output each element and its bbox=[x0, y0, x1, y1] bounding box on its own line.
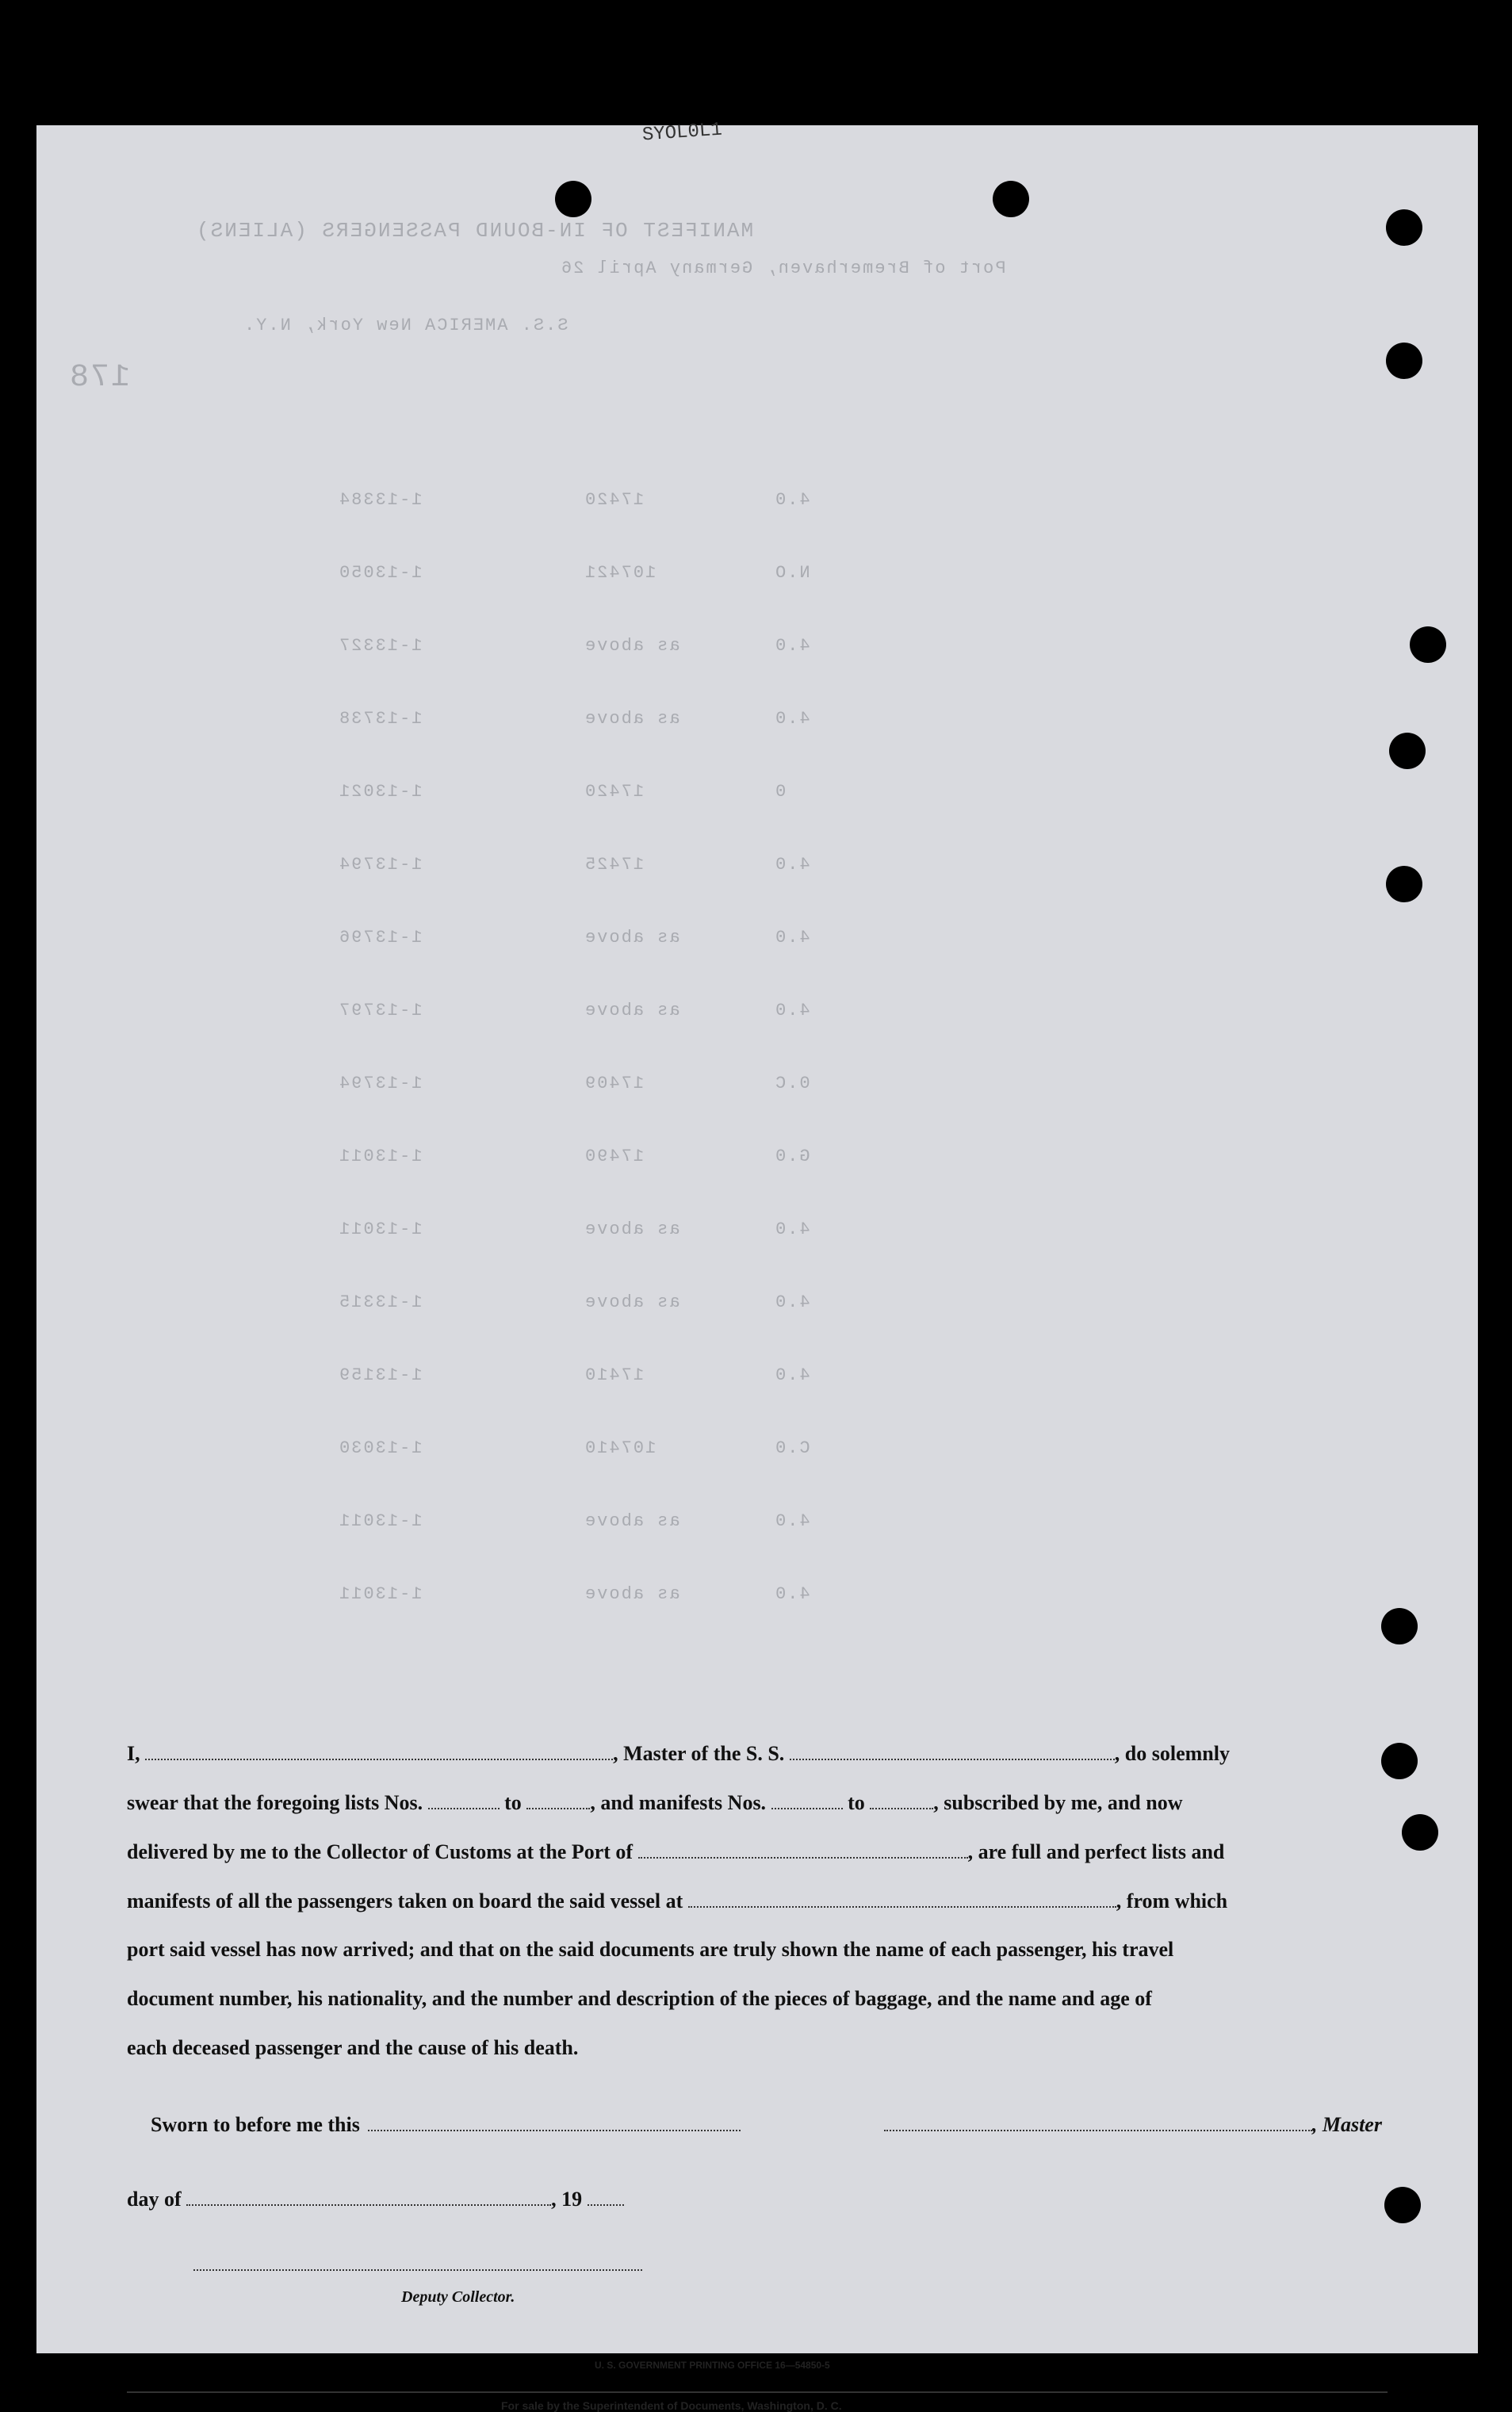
ghost-cell: 1-13030 bbox=[338, 1438, 423, 1458]
ghost-cell: 1-13796 bbox=[338, 928, 423, 948]
oath-l2-c: , and manifests Nos. bbox=[590, 1791, 767, 1814]
ghost-cell: as above bbox=[584, 928, 680, 948]
ghost-cell: 1-13738 bbox=[338, 709, 423, 729]
oath-l1-a: I, bbox=[127, 1742, 140, 1765]
printer-line: U. S. GOVERNMENT PRINTING OFFICE 16—54850-5 bbox=[595, 2360, 830, 2371]
oath-l2-a: swear that the foregoing lists Nos. bbox=[127, 1791, 423, 1814]
oath-l3-a: delivered by me to the Collector of Customs at the Port of bbox=[127, 1840, 634, 1863]
ship-name-field[interactable] bbox=[790, 1741, 1115, 1760]
ghost-cell: 4.0 bbox=[774, 1511, 810, 1531]
ghost-cell: 1-13011 bbox=[338, 1147, 423, 1166]
punch-hole bbox=[1384, 2363, 1421, 2399]
ghost-line3: S.S. AMERICA New York, N.Y. bbox=[243, 316, 568, 335]
punch-hole bbox=[1386, 209, 1422, 246]
ghost-cell: 1-13011 bbox=[338, 1219, 423, 1239]
oath-l2-e: , subscribed by me, and now bbox=[933, 1791, 1183, 1814]
ghost-cell: as above bbox=[584, 1292, 680, 1312]
manifest-page bbox=[36, 119, 1478, 2412]
ghost-cell: 1-13327 bbox=[338, 636, 423, 656]
punch-hole bbox=[555, 181, 591, 217]
ghost-cell: 4.0 bbox=[774, 855, 810, 875]
ghost-cell: 1-13159 bbox=[338, 1365, 423, 1385]
ghost-cell: 0 bbox=[774, 782, 787, 802]
ghost-cell: 4.0 bbox=[774, 1584, 810, 1604]
ghost-cell: 107410 bbox=[584, 1438, 656, 1458]
master-name-field[interactable] bbox=[145, 1741, 613, 1760]
ghost-cell: 1-13011 bbox=[338, 1584, 423, 1604]
ghost-cell: 4.0 bbox=[774, 1292, 810, 1312]
punch-hole bbox=[1410, 626, 1446, 663]
ghost-cell: 4.0 bbox=[774, 709, 810, 729]
ghost-cell: 17420 bbox=[584, 490, 645, 510]
ghost-cell: G.0 bbox=[774, 1147, 810, 1166]
oath-l2-d: to bbox=[848, 1791, 865, 1814]
ghost-cell: as above bbox=[584, 1001, 680, 1020]
year-field[interactable] bbox=[588, 2187, 624, 2206]
ghost-line2: Port of Bremerhaven, Germany April 26 bbox=[560, 258, 1006, 278]
master-signature-field[interactable] bbox=[884, 2112, 1312, 2131]
deputy-label: Deputy Collector. bbox=[401, 2288, 515, 2306]
top-mark: SYOL0L1 bbox=[641, 119, 723, 147]
manifests-from-field[interactable] bbox=[771, 1790, 843, 1809]
ghost-cell: 17420 bbox=[584, 782, 645, 802]
ghost-cell: 17490 bbox=[584, 1147, 645, 1166]
ghost-cell: 4.0 bbox=[774, 490, 810, 510]
for-sale-line: For sale by the Superintendent of Documents, Washington, D. C. bbox=[501, 2399, 842, 2412]
ghost-cell: 4.0 bbox=[774, 1219, 810, 1239]
embark-port-field[interactable] bbox=[688, 1889, 1116, 1908]
punch-hole bbox=[993, 181, 1029, 217]
oath-l2-b: to bbox=[504, 1791, 522, 1814]
port-of-field[interactable] bbox=[638, 1840, 968, 1859]
ghost-cell: 1-13050 bbox=[338, 563, 423, 583]
day-of-field[interactable] bbox=[186, 2187, 551, 2206]
ghost-cell: 4.0 bbox=[774, 1365, 810, 1385]
ghost-cell: 17425 bbox=[584, 855, 645, 875]
ghost-cell: 4.0 bbox=[774, 636, 810, 656]
ghost-number: 178 bbox=[68, 360, 131, 396]
oath-l4-a: manifests of all the passengers taken on board the said vessel at bbox=[127, 1889, 683, 1912]
ghost-title: MANIFEST OF IN-BOUND PASSENGERS (ALIENS) bbox=[195, 219, 754, 243]
footer-rule bbox=[127, 2391, 1388, 2393]
ghost-cell: 1-13794 bbox=[338, 855, 423, 875]
punch-hole bbox=[1381, 1608, 1418, 1644]
ghost-cell: 17409 bbox=[584, 1074, 645, 1093]
ghost-cell: 4.0 bbox=[774, 928, 810, 948]
ghost-cell: 1-13797 bbox=[338, 1001, 423, 1020]
punch-hole bbox=[1384, 2187, 1421, 2223]
ghost-cell: as above bbox=[584, 709, 680, 729]
deputy-signature-field[interactable] bbox=[193, 2252, 642, 2271]
punch-hole bbox=[1389, 733, 1426, 769]
oath-l3-b: , are full and perfect lists and bbox=[967, 1840, 1225, 1863]
oath-l7: each deceased passenger and the cause of his death. bbox=[127, 2036, 579, 2059]
oath-l4-b: , from which bbox=[1116, 1889, 1228, 1912]
sworn-date-field[interactable] bbox=[368, 2112, 741, 2131]
ghost-cell: 1-13794 bbox=[338, 1074, 423, 1093]
oath-l5: port said vessel has now arrived; and that on the said documents are truly shown the name of each passenger, his travel bbox=[127, 1938, 1174, 1961]
lists-to-field[interactable] bbox=[526, 1790, 590, 1809]
day-of-label: day of bbox=[127, 2188, 182, 2211]
lists-from-field[interactable] bbox=[428, 1790, 500, 1809]
ghost-cell: 4.0 bbox=[774, 1001, 810, 1020]
ghost-cell: 0.C bbox=[774, 1074, 810, 1093]
ghost-cell: 1-13021 bbox=[338, 782, 423, 802]
manifests-to-field[interactable] bbox=[870, 1790, 933, 1809]
sworn-label: Sworn to before me this bbox=[151, 2113, 360, 2136]
ghost-cell: as above bbox=[584, 636, 680, 656]
master-label: , Master bbox=[1311, 2113, 1382, 2136]
ghost-cell: as above bbox=[584, 1511, 680, 1531]
oath-l6: document number, his nationality, and the number and description of the pieces of baggage, and the name and age of bbox=[127, 1987, 1152, 2010]
ghost-cell: as above bbox=[584, 1584, 680, 1604]
punch-hole bbox=[1402, 1814, 1438, 1851]
punch-hole bbox=[1386, 343, 1422, 379]
oath-l1-b: , Master of the S. S. bbox=[613, 1742, 785, 1765]
ghost-cell: N.O bbox=[774, 563, 810, 583]
ghost-cell: 1-13384 bbox=[338, 490, 423, 510]
ghost-cell: C.0 bbox=[774, 1438, 810, 1458]
punch-hole bbox=[1386, 866, 1422, 902]
ghost-cell: 107421 bbox=[584, 563, 656, 583]
oath-l1-c: , do solemnly bbox=[1114, 1742, 1230, 1765]
ghost-cell: 17410 bbox=[584, 1365, 645, 1385]
ghost-cell: 1-13011 bbox=[338, 1511, 423, 1531]
ghost-cell: as above bbox=[584, 1219, 680, 1239]
year-label: , 19 bbox=[551, 2188, 583, 2211]
ghost-cell: 1-13315 bbox=[338, 1292, 423, 1312]
